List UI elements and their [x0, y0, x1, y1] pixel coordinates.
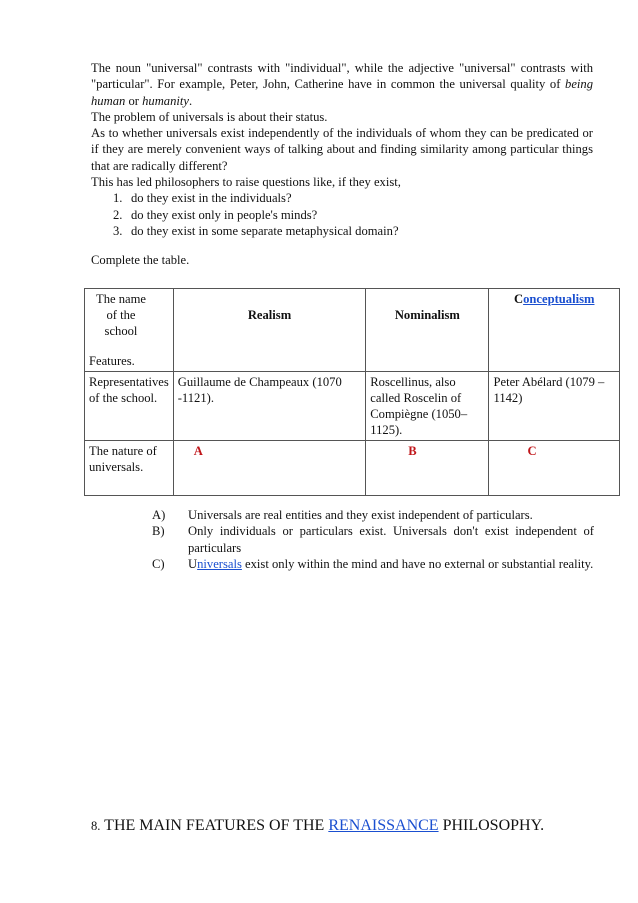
- answer-letter-a: A: [193, 444, 203, 458]
- italic-humanity: humanity: [142, 93, 189, 108]
- section-number: 8.: [91, 819, 101, 833]
- question-text: do they exist in the individuals?: [131, 191, 292, 206]
- cell-rep-nominalism: Roscellinus, also called Roscelin of Compiègne (1050–1125).: [366, 372, 489, 441]
- answer-label: C): [152, 556, 165, 571]
- answer-letter-b: B: [408, 444, 417, 458]
- header-nominalism: Nominalism: [366, 289, 489, 372]
- intro-paragraph-4: This has led philosophers to raise questions like, if they exist,: [91, 175, 401, 190]
- questions-list: [91, 190, 593, 239]
- header-conceptualism: [489, 289, 620, 372]
- intro-text: [91, 60, 593, 239]
- header-features: Features.: [89, 354, 135, 368]
- table-row: [85, 441, 620, 496]
- answer-text: exist only within the mind and have no external or substantial reality.: [241, 556, 594, 571]
- question-text: do they exist in some separate metaphysical domain?: [131, 223, 399, 238]
- answer-item-c: [152, 556, 594, 572]
- header-name-line: of the: [106, 308, 136, 322]
- question-number: 3.: [113, 223, 123, 238]
- answers-list: [152, 507, 594, 572]
- question-item: [91, 223, 593, 239]
- header-name-line: school: [104, 324, 138, 338]
- intro-p1-or: or: [125, 93, 143, 108]
- section-title-pre: THE MAIN FEATURES OF THE: [100, 817, 329, 834]
- intro-paragraph-1: [91, 60, 593, 109]
- cell-rep-realism: Guillaume de Champeaux (1070 -1121).: [173, 372, 366, 441]
- table-header-row: [85, 289, 620, 372]
- answer-text: Only individuals or particulars exist. Universals don't exist independent of particulars: [188, 524, 594, 555]
- universals-link[interactable]: niversals: [197, 556, 242, 571]
- answer-item-b: [152, 523, 594, 556]
- intro-p1-end: .: [188, 93, 193, 108]
- header-realism: Realism: [173, 289, 366, 372]
- cell-nature-conceptualism: [489, 441, 620, 496]
- section-title-post: PHILOSOPHY.: [438, 817, 545, 834]
- intro-p1-text: The noun "universal" contrasts with "individual", while the adjective "universal" contrasts with "particular". For example, Peter, John, Catherine have in common the universal quality of: [91, 61, 593, 92]
- intro-paragraph-3: As to whether universals exist independently of the individuals of whom they can be predicated or if they are merely convenient ways of talking about and finding similarity among particular things that are radically different?: [91, 126, 593, 173]
- renaissance-link[interactable]: RENAISSANCE: [328, 817, 439, 834]
- question-text: do they exist only in people's minds?: [131, 207, 318, 222]
- row-label-nature: The nature of universals.: [85, 441, 174, 496]
- cell-nature-realism: [173, 441, 366, 496]
- conceptualism-link[interactable]: onceptualism: [523, 292, 595, 306]
- instruction: Complete the table.: [91, 253, 190, 267]
- answer-text: Universals are real entities and they exist independent of particulars.: [188, 508, 533, 522]
- header-name-cell: [85, 289, 174, 372]
- header-name-line: The name: [96, 292, 146, 306]
- table-row: [85, 372, 620, 441]
- row-label-representatives: Representatives of the school.: [85, 372, 174, 441]
- schools-table: [84, 288, 620, 496]
- cell-nature-nominalism: [366, 441, 489, 496]
- answer-letter-c: C: [527, 444, 537, 458]
- section-heading: [91, 816, 544, 836]
- header-conceptualism-initial: C: [514, 292, 524, 306]
- question-item: [91, 190, 593, 206]
- cell-rep-conceptualism: Peter Abélard (1079 –1142): [489, 372, 620, 441]
- answer-c-initial: U: [188, 556, 198, 571]
- question-number: 1.: [113, 191, 123, 206]
- question-number: 2.: [113, 207, 123, 222]
- answer-label: B): [152, 524, 165, 539]
- answer-label: A): [152, 508, 166, 522]
- italic-being-human: being human: [91, 77, 593, 108]
- answer-item-a: [152, 507, 594, 523]
- question-item: [91, 207, 593, 223]
- intro-paragraph-2: The problem of universals is about their status.: [91, 109, 328, 124]
